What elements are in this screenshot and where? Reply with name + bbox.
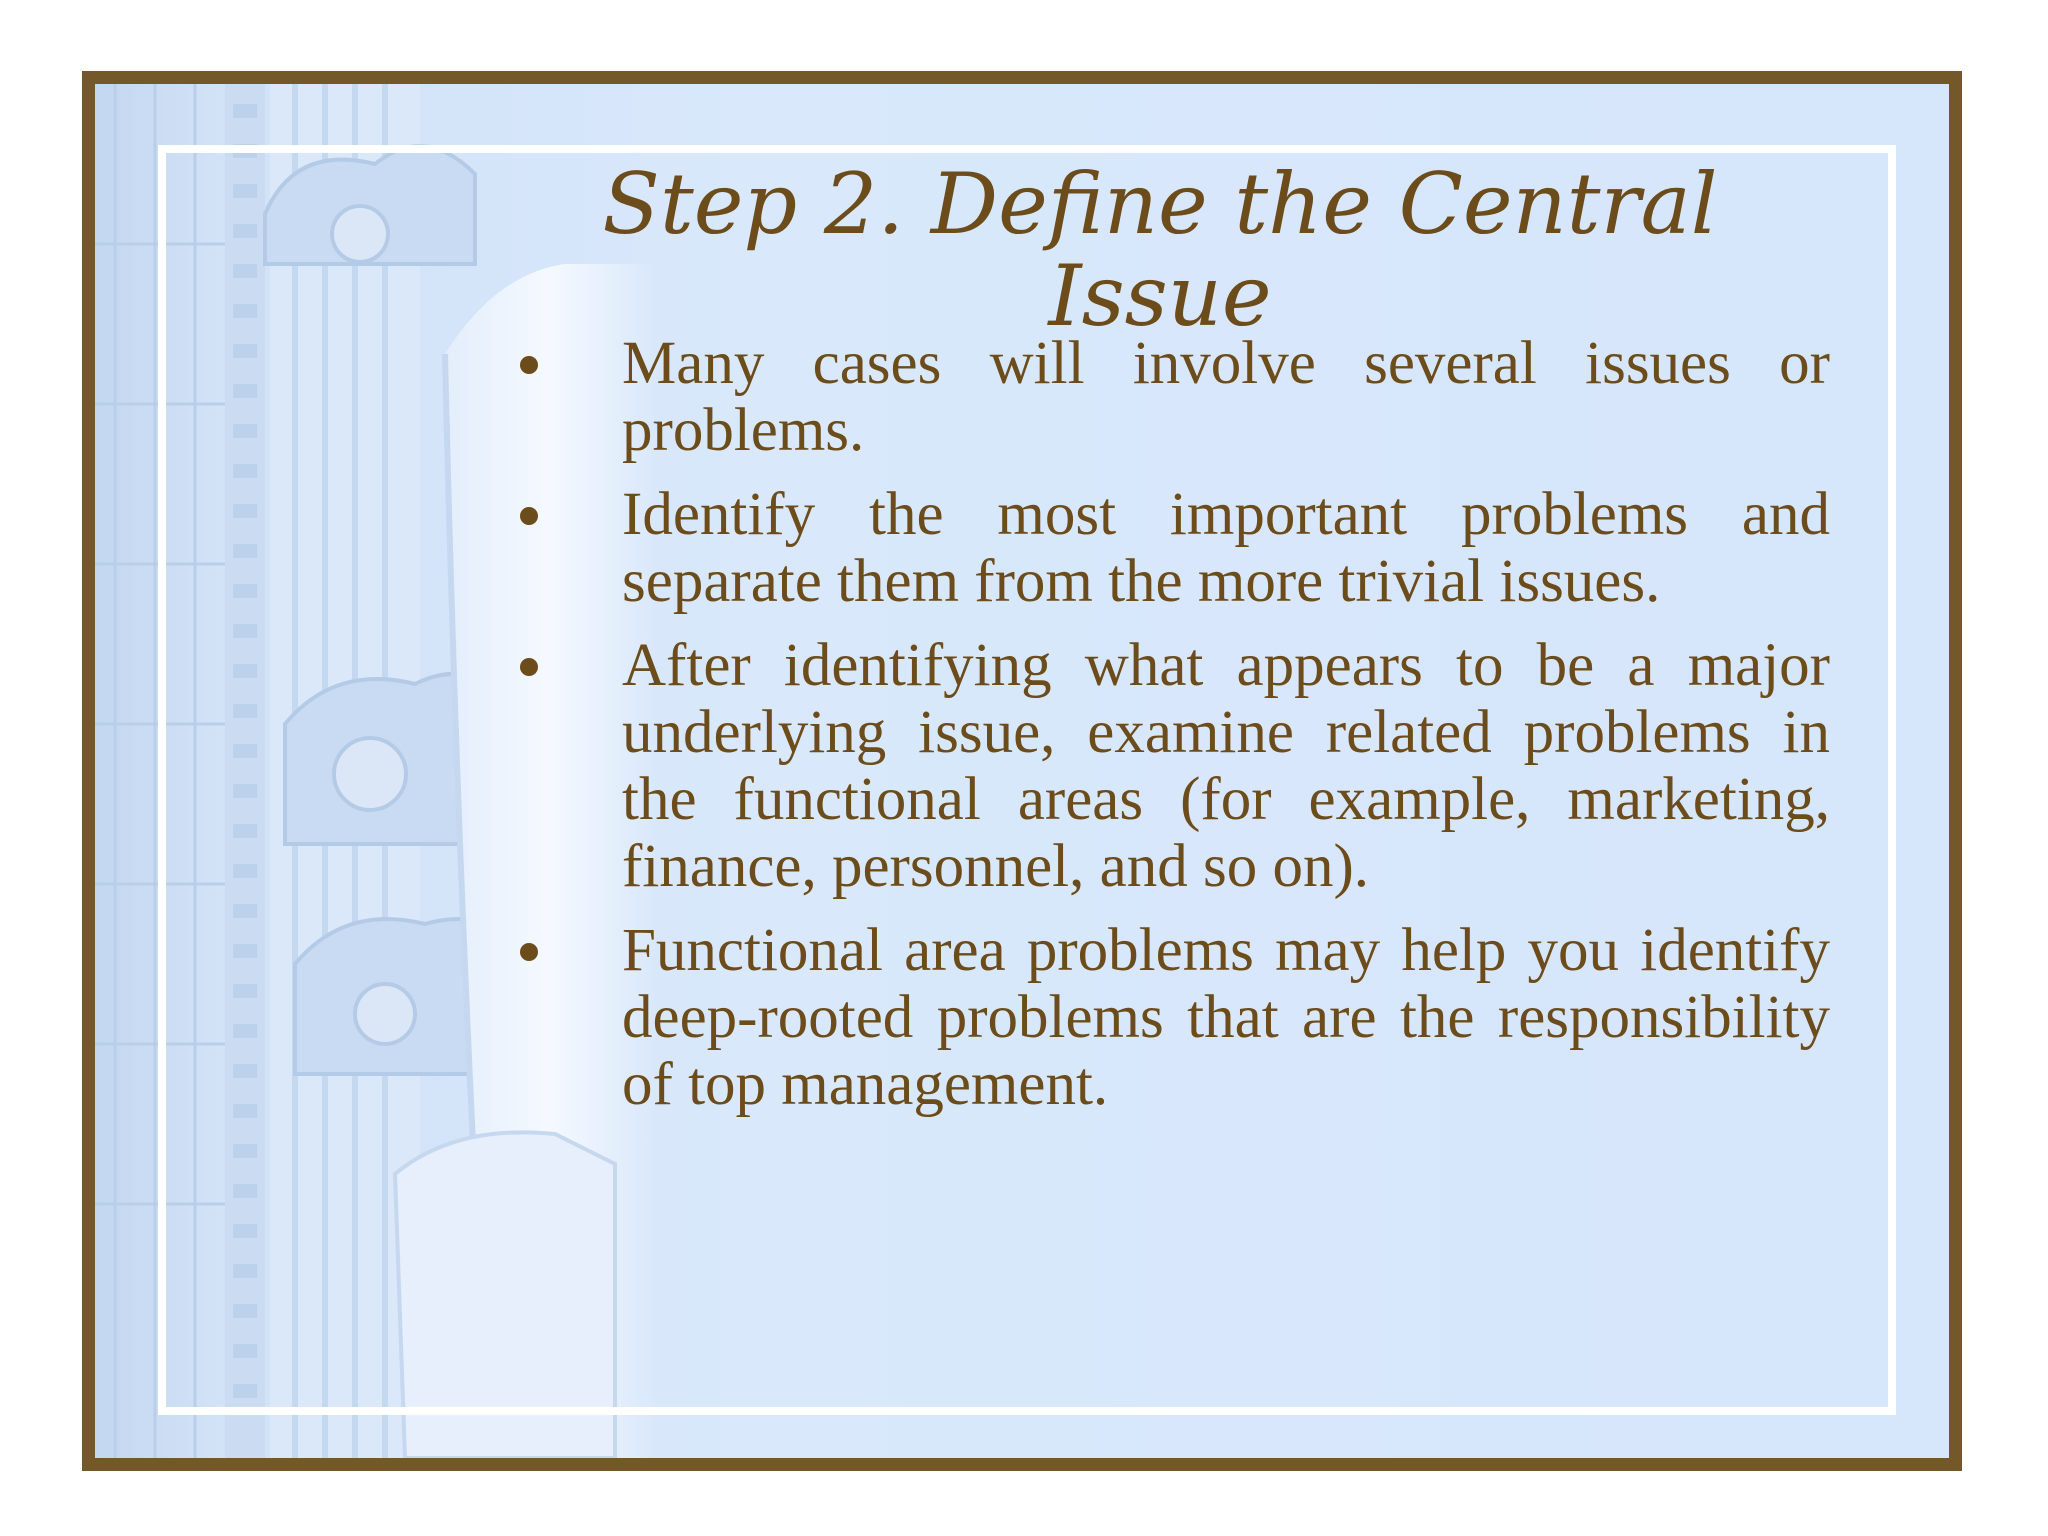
bullet-icon <box>520 507 538 525</box>
bullet-item <box>500 917 1830 1118</box>
bullet-item <box>500 330 1830 464</box>
bullet-text: After identifying what appears to be a major underlying issue, examine related problems in the functional areas (for example, marketing, finance, personnel, and so on). <box>622 632 1830 900</box>
bullet-item <box>500 481 1830 615</box>
bullet-text: Functional area problems may help you identify deep-rooted problems that are the responsibility of top management. <box>622 917 1830 1118</box>
bullet-text: Many cases will involve several issues or problems. <box>622 330 1830 464</box>
bullet-text: Identify the most important problems and separate them from the more trivial issues. <box>622 481 1830 615</box>
slide-title: Step 2. Define the Central Issue <box>602 155 1718 346</box>
bullet-icon <box>520 943 538 961</box>
bullet-list <box>500 330 1830 1135</box>
bullet-icon <box>520 658 538 676</box>
bullet-icon <box>520 356 538 374</box>
bullet-item <box>500 632 1830 900</box>
